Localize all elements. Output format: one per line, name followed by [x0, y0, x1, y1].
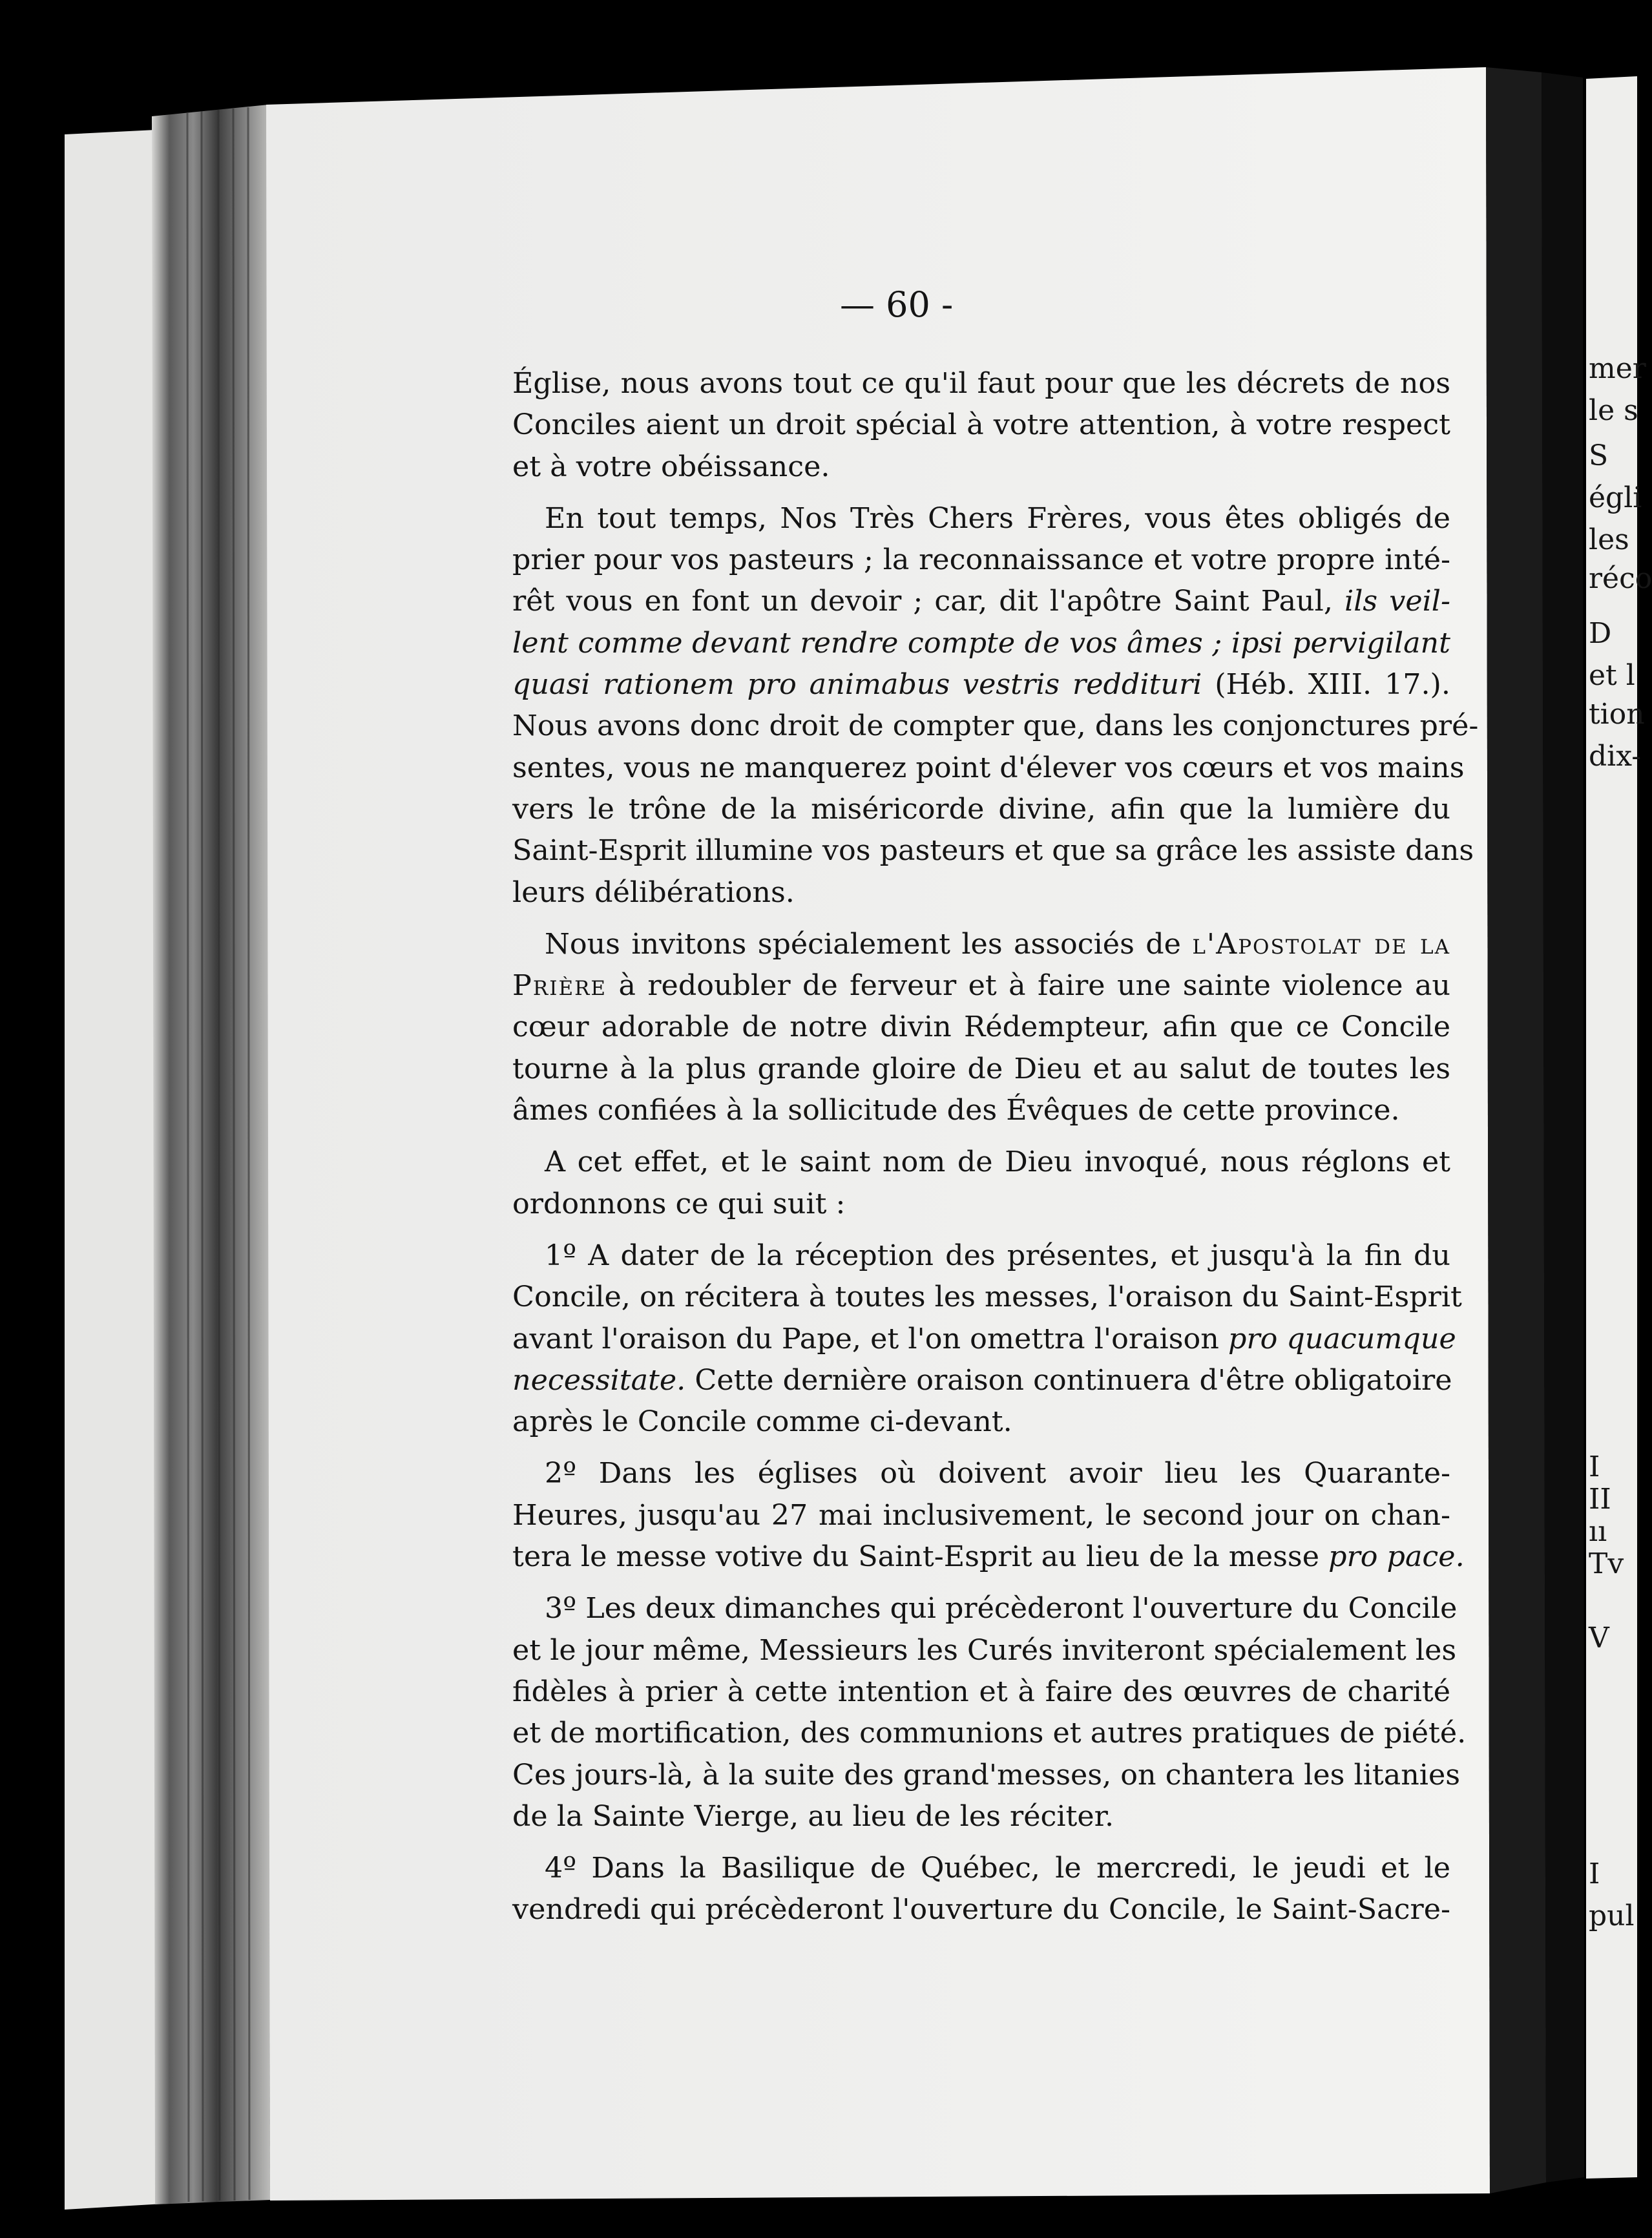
facing-page-fragment: tion: [1589, 698, 1645, 731]
text-line: [512, 748, 1465, 789]
facing-page-fragment: le s: [1589, 394, 1638, 427]
facing-page-fragment: Tv: [1589, 1547, 1624, 1580]
text-line: [512, 581, 1450, 622]
text-line: [512, 1007, 1450, 1048]
facing-page-fragment: égli: [1589, 481, 1642, 514]
text-run: vendredi qui précèderont l'ouverture du Concile, le Saint-Sacre-: [512, 1893, 1450, 1927]
text-run: Ces jours-là, à la suite des grand'messes, on chantera les litanies: [512, 1758, 1461, 1792]
facing-page-fragment: I: [1589, 1857, 1600, 1890]
facing-page-fragment: mer: [1589, 352, 1646, 385]
text-line: [512, 363, 1450, 404]
text-run: vers le trône de la miséricorde divine, afin que la lumière du: [512, 792, 1450, 826]
text-run: tourne à la plus grande gloire de Dieu et au salut de toutes les: [512, 1052, 1450, 1085]
paragraph-gap: [512, 1578, 1450, 1588]
facing-page-fragment: II: [1589, 1483, 1611, 1516]
text-line: [512, 1495, 1450, 1536]
text-run: Église, nous avons tout ce qu'il faut pour que les décrets de nos: [512, 367, 1450, 400]
facing-page-fragment: et l: [1589, 659, 1635, 692]
text-line: [512, 1713, 1467, 1754]
text-line: [512, 664, 1450, 706]
text-run: sentes, vous ne manquerez point d'élever vos cœurs et vos mains: [512, 751, 1465, 784]
text-line: [512, 1630, 1457, 1671]
facing-page-fragment: réco: [1589, 562, 1652, 595]
text-run: et le jour même, Messieurs les Curés inviteront spécialement les: [512, 1633, 1457, 1667]
facing-page-fragment: S: [1589, 439, 1609, 472]
text-run: Nous avons donc droit de compter que, dans les conjonctures pré-: [512, 709, 1479, 743]
facing-page-fragment: D: [1589, 617, 1612, 650]
text-run: Saint-Esprit illumine vos pasteurs et que sa grâce les assiste dans: [512, 834, 1474, 868]
text-run: 2º Dans les églises où doivent avoir lieu les Quarante-: [545, 1457, 1450, 1490]
text-run: (Héb. XIII. 17.).: [1202, 668, 1450, 702]
text-line: [512, 1796, 1450, 1837]
paragraph-gap: [512, 1837, 1450, 1848]
text-line: [512, 1401, 1450, 1443]
facing-page-fragment: les: [1589, 523, 1629, 556]
text-line: [512, 965, 1450, 1007]
text-line: [512, 1671, 1450, 1713]
page-number: — 60 -: [840, 284, 954, 325]
text-run: 3º Les deux dimanches qui précèderont l'ouverture du Concile: [545, 1592, 1458, 1626]
text-line: [512, 1235, 1450, 1277]
text-line: [512, 1184, 1450, 1225]
text-line: [512, 1277, 1462, 1318]
text-line: [512, 623, 1450, 664]
text-line: [512, 1588, 1458, 1629]
text-run: tera le messe votive du Saint-Esprit au lieu de la messe: [512, 1540, 1329, 1574]
text-line: [512, 1453, 1450, 1494]
text-run: et de mortification, des communions et autres pratiques de piété.: [512, 1717, 1467, 1750]
text-run: et à votre obéissance.: [512, 450, 830, 483]
text-run: ordonnons ce qui suit :: [512, 1187, 846, 1220]
text-run: Heures, jusqu'au 27 mai inclusivement, le second jour on chan-: [512, 1498, 1450, 1532]
paragraph-gap: [512, 914, 1450, 924]
text-line: [512, 1049, 1450, 1090]
paragraph-gap: [512, 1443, 1450, 1453]
text-line: [512, 872, 1450, 914]
text-run: prier pour vos pasteurs ; la reconnaissance et votre propre inté-: [512, 543, 1450, 577]
text-run: fidèles à prier à cette intention et à faire des œuvres de charité: [512, 1675, 1450, 1708]
text-line: [512, 498, 1450, 539]
text-line: [512, 1360, 1450, 1401]
text-run: lent comme devant rendre compte de vos âmes ; ipsi pervigilant: [512, 626, 1450, 660]
text-run: après le Concile comme ci-devant.: [512, 1405, 1012, 1439]
text-run: Prière: [512, 969, 607, 1003]
text-run: Concile, on récitera à toutes les messes, l'oraison du Saint-Esprit: [512, 1281, 1462, 1314]
text-line: [512, 830, 1474, 872]
text-run: Nous invitons spécialement les associés de: [545, 927, 1193, 961]
text-run: rêt vous en font un devoir ; car, dit l'apôtre Saint Paul,: [512, 585, 1345, 618]
text-line: [512, 706, 1479, 747]
text-run: pro pace.: [1328, 1540, 1465, 1574]
facing-page-fragment: ıı: [1589, 1515, 1607, 1548]
text-run: 4º Dans la Basilique de Québec, le mercredi, le jeudi et le: [545, 1852, 1450, 1885]
paragraph-gap: [512, 1225, 1450, 1235]
text-line: [512, 789, 1450, 830]
text-line: [512, 446, 1450, 488]
text-run: Conciles aient un droit spécial à votre attention, à votre respect: [512, 408, 1450, 442]
text-line: [512, 539, 1450, 581]
facing-page-fragment: V: [1589, 1622, 1609, 1655]
text-run: En tout temps, Nos Très Chers Frères, vous êtes obligés de: [545, 501, 1450, 535]
text-run: âmes confiées à la sollicitude des Évêques de cette province.: [512, 1094, 1400, 1127]
text-run: necessitate.: [512, 1363, 686, 1397]
text-line: [512, 404, 1450, 446]
facing-page-fragments: [1586, 0, 1652, 2238]
text-run: l'Apostolat de la: [1192, 927, 1450, 961]
facing-page-fragment: dix-: [1589, 740, 1642, 773]
paragraph-gap: [512, 488, 1450, 498]
text-run: A cet effet, et le saint nom de Dieu invoqué, nous réglons et: [545, 1145, 1450, 1179]
text-run: de la Sainte Vierge, au lieu de les réciter.: [512, 1799, 1114, 1833]
text-line: [512, 924, 1450, 965]
text-line: [512, 1848, 1450, 1889]
text-run: pro quacumque: [1228, 1322, 1456, 1355]
text-line: [512, 1142, 1450, 1183]
body-text: [512, 363, 1479, 1931]
facing-page-fragment: pul: [1589, 1899, 1635, 1932]
text-line: [512, 1889, 1450, 1930]
text-run: avant l'oraison du Pape, et l'on omettra l'oraison: [512, 1322, 1228, 1355]
text-line: [512, 1319, 1456, 1360]
text-run: leurs délibérations.: [512, 875, 795, 909]
text-run: Cette dernière oraison continuera d'être obligatoire: [685, 1363, 1452, 1397]
text-line: [512, 1090, 1450, 1131]
facing-page-fragment: I: [1589, 1450, 1600, 1483]
text-run: à redoubler de ferveur et à faire une sainte violence au: [607, 969, 1450, 1003]
text-run: ils veil-: [1344, 585, 1450, 618]
text-run: cœur adorable de notre divin Rédempteur, afin que ce Concile: [512, 1010, 1450, 1044]
text-line: [512, 1536, 1465, 1578]
text-line: [512, 1755, 1461, 1796]
text-run: quasi rationem pro animabus vestris reddituri: [512, 668, 1202, 702]
paragraph-gap: [512, 1131, 1450, 1142]
text-run: 1º A dater de la réception des présentes, et jusqu'à la fin du: [545, 1239, 1450, 1272]
